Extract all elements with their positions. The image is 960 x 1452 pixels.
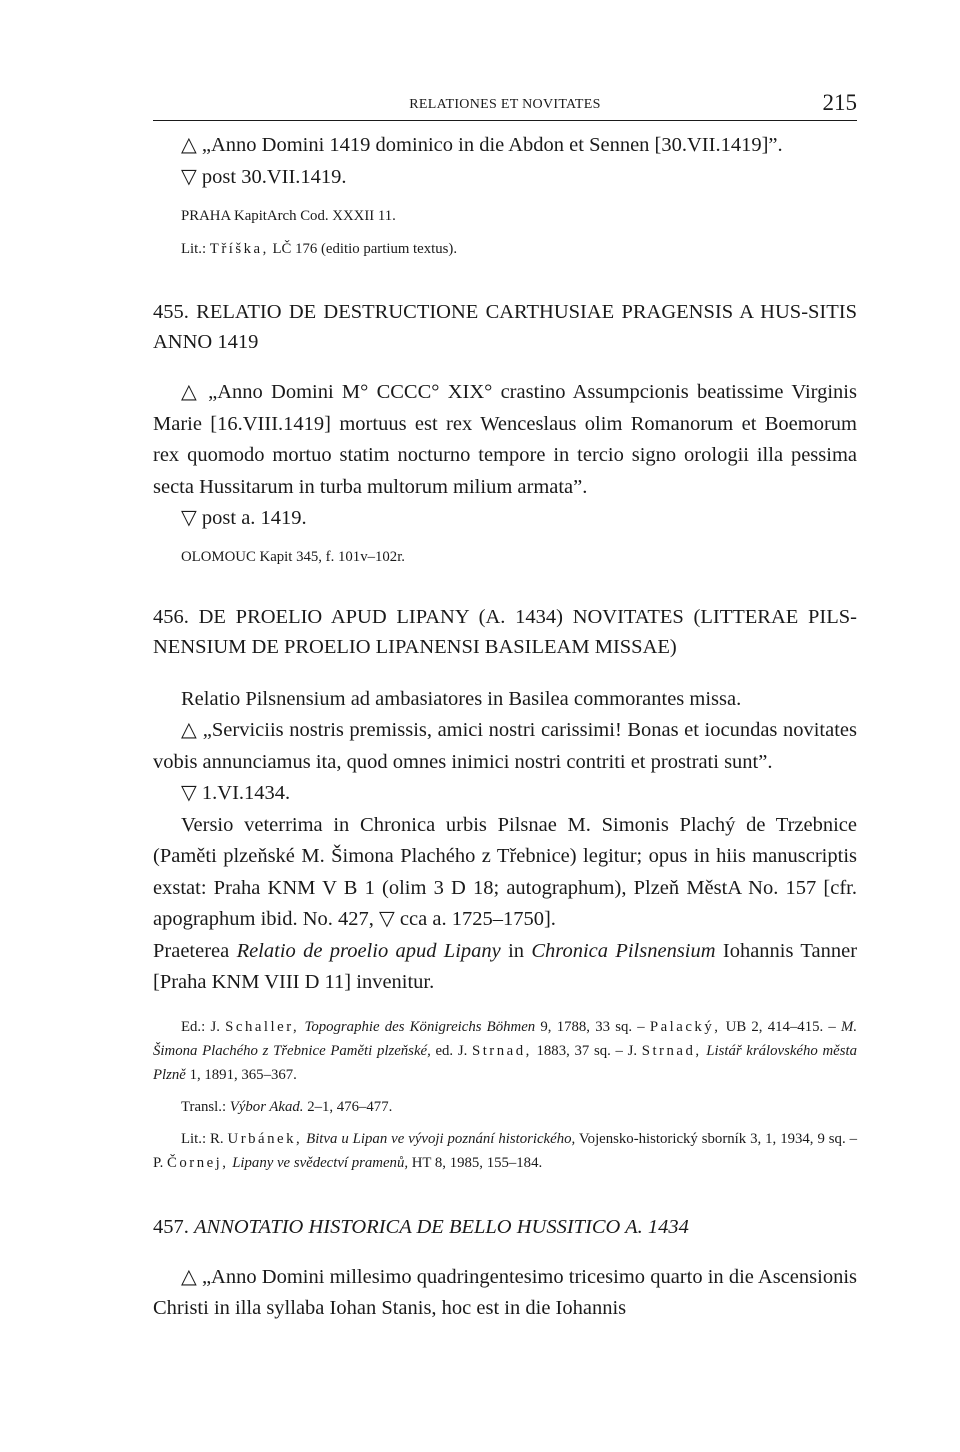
lit-label: Lit.: R. — [181, 1130, 224, 1147]
translation-line — [153, 1095, 857, 1119]
text-run: Iohannis Tanner [Praha KNM VIII D 11] invenitur. — [153, 939, 858, 993]
title-italic: Výbor Akad. — [229, 1098, 304, 1115]
entry-457 — [153, 1212, 857, 1325]
lit-author: Tříška, — [209, 241, 269, 257]
author: Strnad, — [471, 1042, 532, 1059]
text-run: 2–1, 476–477. — [307, 1098, 393, 1115]
title-italic: M. Šimona Plachého z Třebnice Paměti plzeňské, — [153, 1018, 858, 1059]
title-italic: Lipany ve svědectví pramenů, — [232, 1154, 409, 1171]
entry-text: △ „Anno Domini millesimo quadringentesimo tricesimo quarto in die Ascensionis Christi in illa syllaba Iohan Stanis, hoc est in die Iohannis — [153, 1265, 857, 1319]
date-line: ▽ 1.VI.1434. — [181, 782, 291, 804]
running-title: RELATIONES ET NOVITATES — [409, 97, 601, 112]
text-run: 1, 1891, 365–367. — [189, 1066, 297, 1083]
text-run: in — [508, 939, 525, 962]
text-run: Vojensko-historický sborník 3, 1, 1934, 9 sq. – P. — [153, 1130, 857, 1171]
date-line: ▽ post a. 1419. — [181, 507, 307, 529]
text-run: 9, 1788, 33 sq. – — [540, 1018, 645, 1035]
title-italic: Chronica Pilsnensium — [531, 939, 716, 962]
title-italic: Bitva u Lipan ve vývoji poznání historického, — [306, 1130, 576, 1147]
incipit: △ „Anno Domini 1419 dominico in die Abdon et Sennen [30.VII.1419]”. — [181, 134, 783, 156]
entry-number: 457. — [153, 1215, 189, 1238]
entry-heading: 455. RELATIO DE DESTRUCTIONE CARTHUSIAE PRAGENSIS A HUS-SITIS ANNO 1419 — [153, 301, 857, 353]
transl-label: Transl.: — [181, 1098, 227, 1115]
entry-text: △ „Anno Domini M° CCCC° XIX° crastino Assumpcionis beatissime Virginis Marie [16.VIII.1419] mortuus est rex Wenceslaus olim Romanorum et Boemorum rex quomodo mortuo statim nocturno tempore in tercio signo orologii illa pessima secta Hussitarum in turba multorum milium armata”. — [153, 381, 857, 498]
source-line: PRAHA KapitArch Cod. XXXII 11. — [181, 208, 396, 224]
entry-prev — [153, 130, 857, 261]
versio-paragraph: Versio veterrima in Chronica urbis Pilsnae M. Simonis Plachý de Trzebnice (Paměti plzeňské M. Šimona Plachého z Třebnice) legitur; opus in hiis manuscriptis exstat: Praha KNM V B 1 (olim 3 D 18; autographum), Plzeň MěstA No. 157 [cfr. apographum ibid. No. 427, ▽ cca a. 1725–1750]. — [153, 813, 857, 930]
running-head — [153, 90, 857, 121]
literature-line — [153, 237, 857, 261]
incipit: △ „Serviciis nostris premissis, amici nostri carissimi! Bonas et iocundas novitates vobis annunciamus ita, quod omnes inimici nostri contriti et prostrati sunt”. — [153, 719, 857, 773]
document-page — [153, 90, 857, 1325]
entry-456 — [153, 602, 857, 1175]
text-run: 1883, 37 sq. – J. — [536, 1042, 638, 1059]
author: Palacký, — [649, 1018, 721, 1035]
lit-rest: LČ 176 (editio partium textus). — [272, 241, 458, 257]
ed-label: Ed.: J. — [181, 1018, 220, 1035]
source-line: OLOMOUC Kapit 345, f. 101v–102r. — [181, 548, 405, 565]
author: Urbánek, — [227, 1130, 303, 1147]
title-italic: Listář královského města Plzně — [153, 1042, 857, 1083]
text-run: UB 2, 414–415. – — [725, 1018, 836, 1035]
author: Čornej, — [167, 1154, 229, 1171]
page-number: 215 — [822, 90, 857, 115]
text-run: HT 8, 1985, 155–184. — [411, 1154, 543, 1171]
lit-label: Lit.: — [181, 241, 207, 257]
entry-title-italic: ANNOTATIO HISTORICA DE BELLO HUSSITICO A. 1434 — [194, 1215, 689, 1238]
editions-line — [153, 1015, 857, 1087]
entry-heading — [153, 1212, 857, 1242]
praeterea-paragraph — [153, 936, 857, 999]
text-run: Praeterea — [153, 939, 230, 962]
entry-455 — [153, 297, 857, 569]
author: Schaller, — [225, 1018, 300, 1035]
author: Strnad, — [641, 1042, 702, 1059]
title-italic: Topographie des Königreichs Böhmen — [304, 1018, 536, 1035]
text-run: ed. J. — [435, 1042, 468, 1059]
title-italic: Relatio de proelio apud Lipany — [236, 939, 501, 962]
entry-heading: 456. DE PROELIO APUD LIPANY (A. 1434) NOVITATES (LITTERAE PILS-NENSIUM DE PROELIO LIPANENSI BASILEAM MISSAE) — [153, 605, 857, 658]
date-line: ▽ post 30.VII.1419. — [181, 165, 347, 188]
entry-subtitle: Relatio Pilsnensium ad ambasiatores in Basilea commorantes missa. — [181, 687, 742, 710]
literature-line — [153, 1127, 857, 1175]
